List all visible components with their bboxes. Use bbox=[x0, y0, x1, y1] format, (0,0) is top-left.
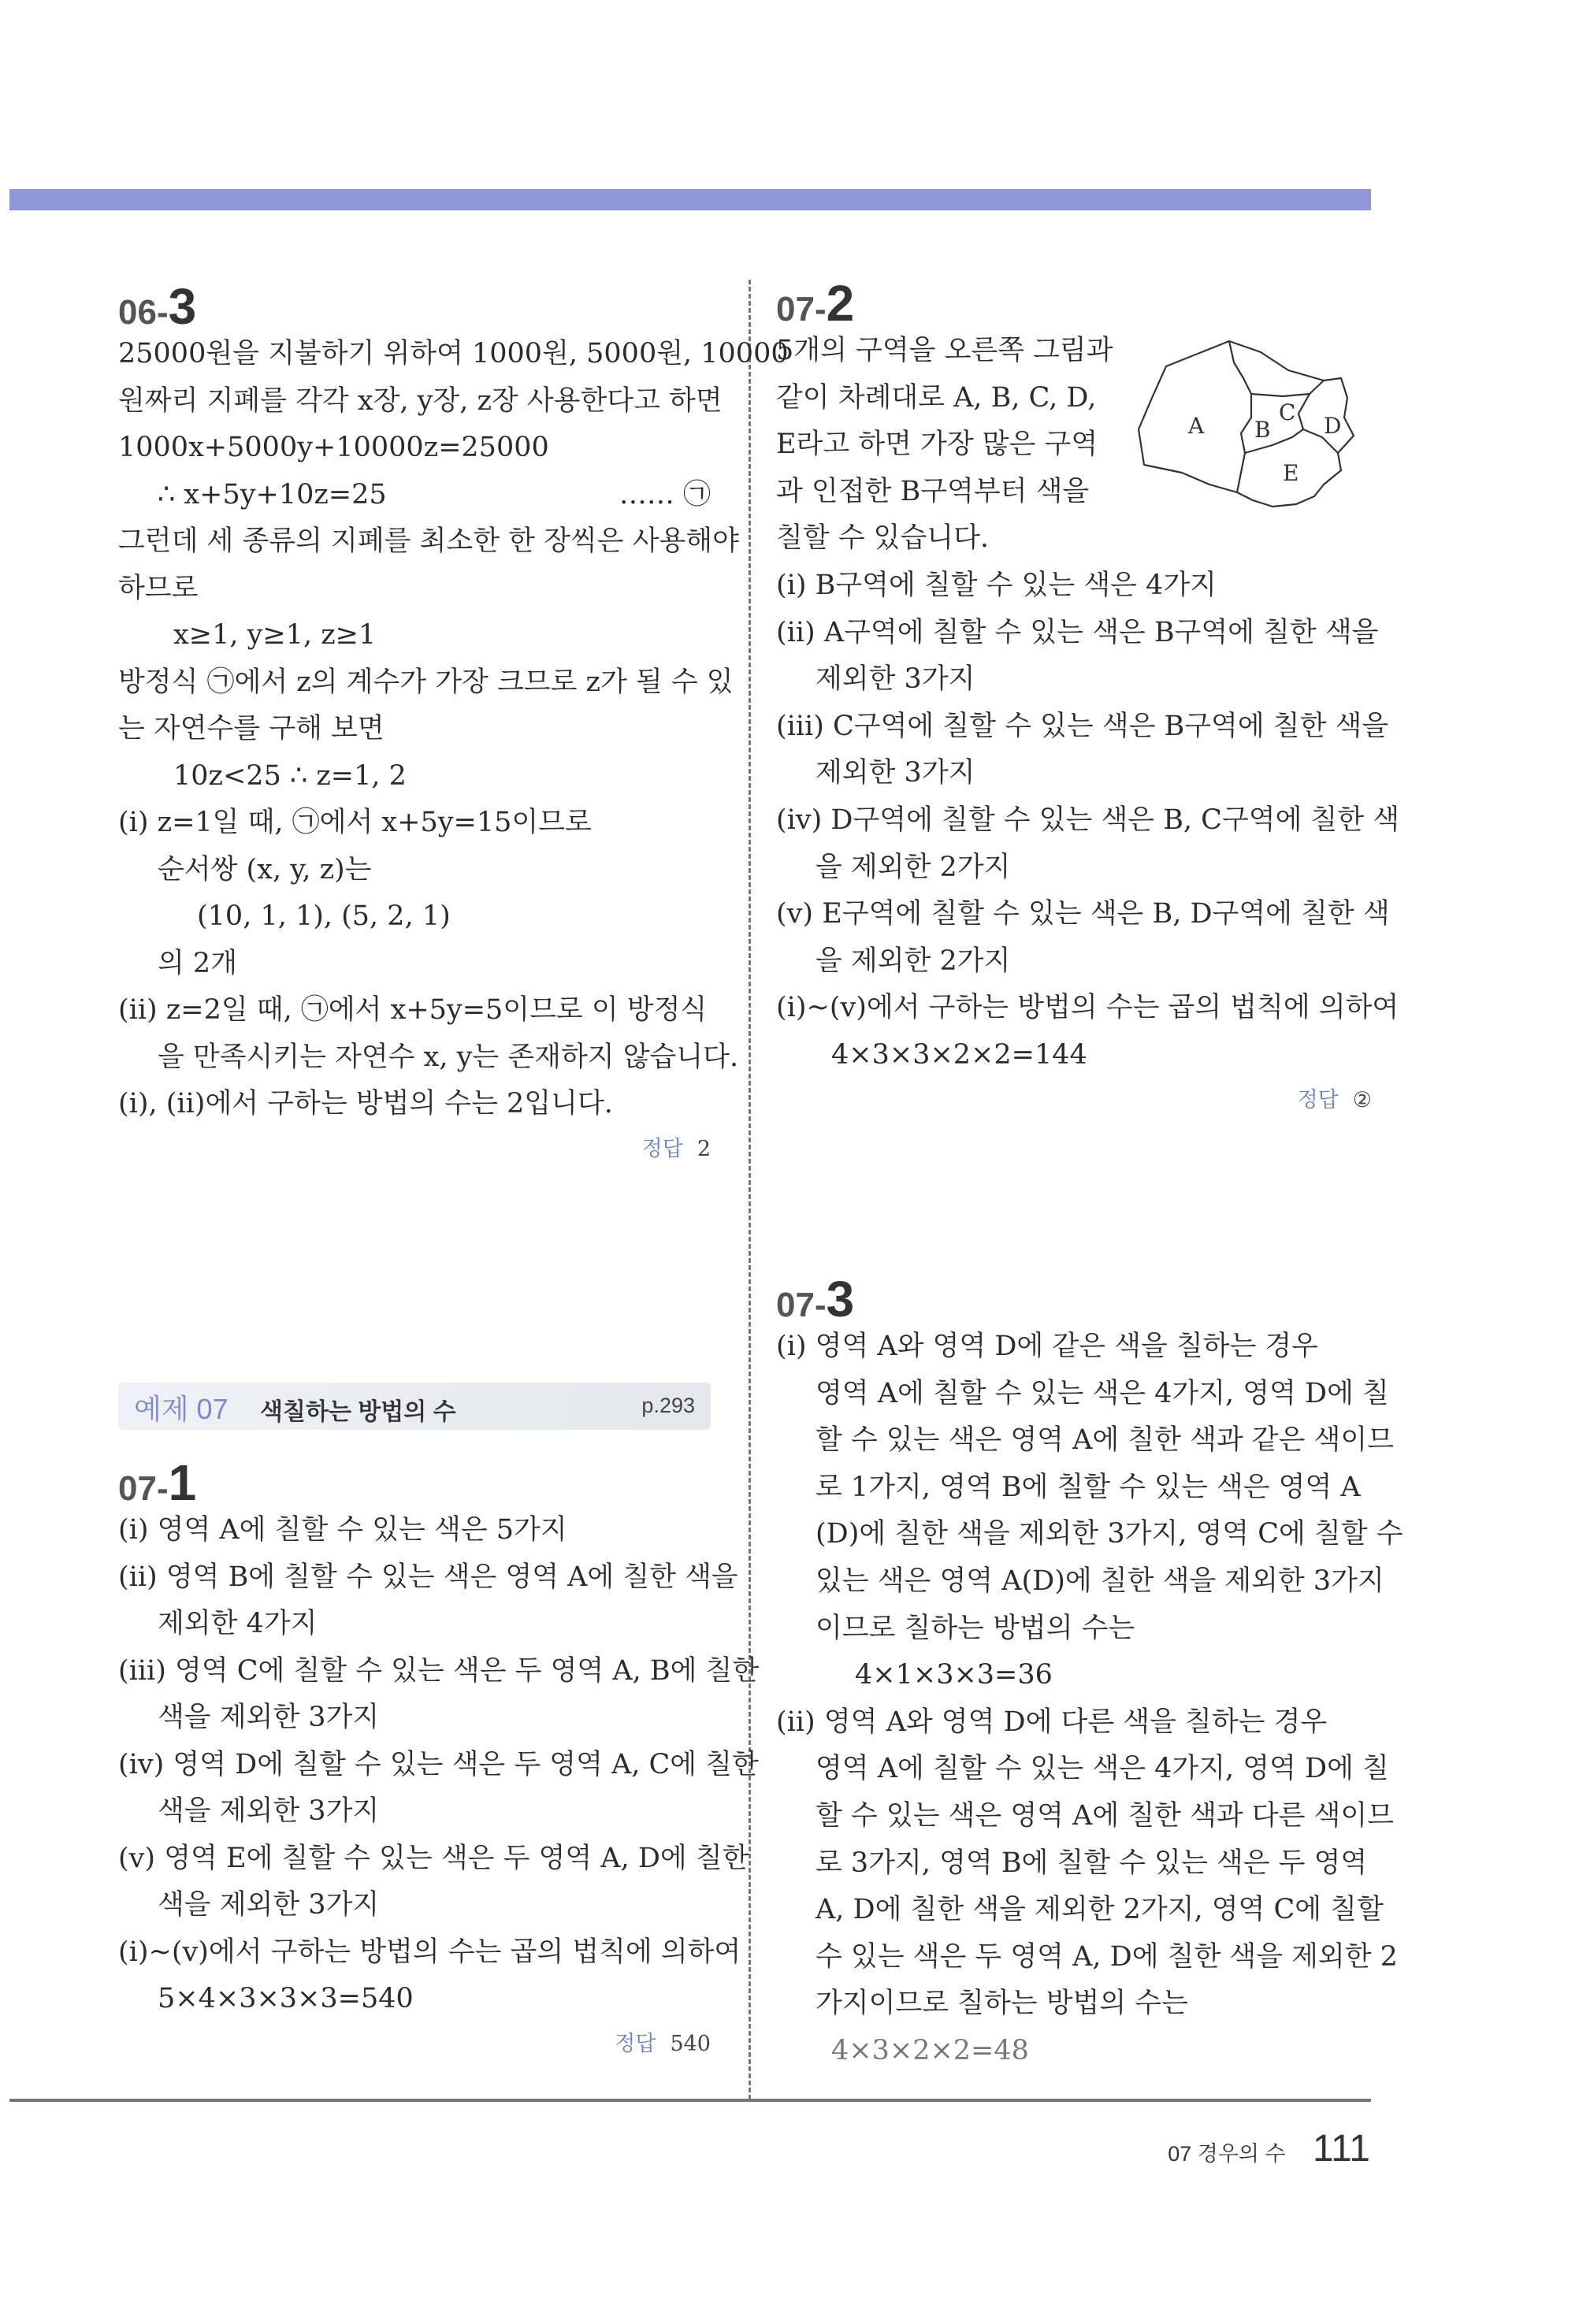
text-line: x≥1, y≥1, z≥1 bbox=[173, 619, 377, 651]
text-line: 5개의 구역을 오른쪽 그림과 bbox=[776, 335, 1113, 366]
text-line: 순서쌍 (x, y, z)는 bbox=[158, 853, 372, 885]
example-page: p.293 bbox=[641, 1394, 695, 1417]
text-line: 그런데 세 종류의 지폐를 최소한 한 장씩은 사용해야 bbox=[118, 525, 739, 557]
text-line: 영역 A에 칠할 수 있는 색은 4가지, 영역 D에 칠 bbox=[816, 1377, 1389, 1409]
text-line: 06- bbox=[118, 293, 169, 332]
text-line: 제외한 3가지 bbox=[816, 757, 975, 789]
text-line: 수 있는 색은 두 영역 A, D에 칠한 색을 제외한 2 bbox=[816, 1940, 1398, 1973]
text-line: 는 자연수를 구해 보면 bbox=[118, 713, 385, 744]
text-line: 정답 bbox=[615, 2031, 656, 2055]
text-line: (ⅴ) E구역에 칠할 수 있는 색은 B, D구역에 칠한 색 bbox=[776, 898, 1390, 930]
text-line: 색을 제외한 3가지 bbox=[158, 1889, 380, 1921]
text-line: 제외한 3가지 bbox=[816, 663, 975, 696]
text-line: A, D에 칠한 색을 제외한 2가지, 영역 C에 칠할 bbox=[816, 1894, 1384, 1926]
text-line: (ⅰ) 영역 A와 영역 D에 같은 색을 칠하는 경우 bbox=[776, 1331, 1318, 1362]
text-line: 색을 제외한 3가지 bbox=[158, 1702, 380, 1733]
text-line: 같이 차례대로 A, B, C, D, bbox=[776, 381, 1097, 414]
text-line: 가지이므로 칠하는 방법의 수는 bbox=[816, 1988, 1188, 2020]
text-line: 과 인접한 B구역부터 색을 bbox=[776, 475, 1090, 507]
map-label-b: B bbox=[1254, 417, 1271, 443]
example-title: 색칠하는 방법의 수 bbox=[260, 1399, 456, 1425]
text-line: E라고 하면 가장 많은 구역 bbox=[776, 429, 1098, 461]
chapter-title: 07 경우의 수 bbox=[1168, 2142, 1286, 2166]
text-line: 을 만족시키는 자연수 x, y는 존재하지 않습니다. bbox=[158, 1041, 739, 1073]
problem-number bbox=[118, 277, 711, 336]
header-bar bbox=[9, 189, 1371, 210]
text-line: (ⅲ) 영역 C에 칠할 수 있는 색은 두 영역 A, B에 칠한 bbox=[118, 1654, 760, 1687]
text-line: 07- bbox=[118, 1469, 169, 1508]
text-line: (ⅰ), (ⅱ)에서 구하는 방법의 수는 2입니다. bbox=[118, 1088, 613, 1119]
text-line: (ⅱ) 영역 B에 칠할 수 있는 색은 영역 A에 칠한 색을 bbox=[118, 1561, 738, 1593]
text-line: (ⅰ) B구역에 칠할 수 있는 색은 4가지 bbox=[776, 569, 1217, 601]
text-line: 하므로 bbox=[118, 572, 199, 604]
text-line: 3 bbox=[168, 278, 197, 335]
text-line: 할 수 있는 색은 영역 A에 칠한 색과 다른 색이므 bbox=[816, 1799, 1394, 1832]
map-label-a: A bbox=[1188, 413, 1205, 439]
text-line: 을 제외한 2가지 bbox=[816, 945, 1011, 977]
problem-07-1 bbox=[118, 1453, 760, 2057]
text-line: 07- bbox=[776, 1286, 827, 1324]
text-line: 로 3가지, 영역 B에 칠할 수 있는 색은 두 영역 bbox=[816, 1847, 1368, 1879]
column-divider bbox=[749, 280, 751, 2099]
text-line: (ⅰ) z=1일 때, ㉠에서 x+5y=15이므로 bbox=[118, 807, 592, 838]
page-footer bbox=[1168, 2127, 1370, 2170]
text-line: 1000x+5000y+10000z=25000 bbox=[118, 432, 549, 463]
text-line: 영역 A에 칠할 수 있는 색은 4가지, 영역 D에 칠 bbox=[816, 1753, 1389, 1785]
text-line: 1 bbox=[168, 1454, 197, 1511]
map-label-d: D bbox=[1324, 413, 1342, 439]
text-line: (ⅳ) 영역 D에 칠할 수 있는 색은 두 영역 A, C에 칠한 bbox=[118, 1748, 759, 1780]
text-line: 3 bbox=[826, 1271, 855, 1327]
text-line: 25000원을 지불하기 위하여 1000원, 5000원, 10000 bbox=[118, 338, 789, 369]
problem-07-3 bbox=[776, 1270, 1403, 2075]
text-line: (ⅰ)~(ⅴ)에서 구하는 방법의 수는 곱의 법칙에 의하여 bbox=[118, 1936, 741, 1968]
text-line: 540 bbox=[670, 2031, 711, 2056]
text-line: 색을 제외한 3가지 bbox=[158, 1795, 380, 1827]
problem-number bbox=[776, 274, 1372, 332]
map-label-e: E bbox=[1283, 460, 1299, 486]
text-line: ② bbox=[1352, 1087, 1372, 1112]
text-line: 2 bbox=[697, 1136, 711, 1161]
text-line: 제외한 4가지 bbox=[158, 1608, 318, 1639]
answer-07-1 bbox=[118, 2026, 711, 2057]
text-line: ∴ x+5y+10z=25 bbox=[158, 478, 387, 510]
text-line: 할 수 있는 색은 영역 A에 칠한 색과 같은 색이므 bbox=[816, 1424, 1394, 1457]
text-line: 4×3×3×2×2=144 bbox=[831, 1038, 1087, 1071]
text-line: (10, 1, 1), (5, 2, 1) bbox=[197, 900, 451, 932]
solution-text bbox=[118, 1507, 760, 2023]
text-line: 정답 bbox=[1297, 1087, 1339, 1112]
example-label: 예제 07 bbox=[134, 1393, 228, 1425]
text-line: (ⅱ) 영역 A와 영역 D에 다른 색을 칠하는 경우 bbox=[776, 1706, 1328, 1738]
text-line: 4×1×3×3=36 bbox=[855, 1659, 1053, 1691]
map-label-c: C bbox=[1279, 399, 1296, 425]
region-outlines bbox=[1139, 341, 1354, 507]
answer-07-2 bbox=[776, 1082, 1372, 1113]
answer-06-3 bbox=[118, 1131, 711, 1162]
text-line: 2 bbox=[826, 275, 855, 332]
text-line: 로 1가지, 영역 B에 칠할 수 있는 색은 영역 A bbox=[816, 1471, 1361, 1503]
footer-rule bbox=[9, 2099, 1371, 2102]
text-line: 10z<25 ∴ z=1, 2 bbox=[173, 759, 407, 792]
text-line: 4×3×2×2=48 bbox=[831, 2034, 1029, 2066]
text-line: 07- bbox=[776, 290, 827, 329]
text-line: 칠할 수 있습니다. bbox=[776, 522, 990, 555]
problem-number bbox=[118, 1453, 711, 1512]
text-line: 원짜리 지폐를 각각 x장, y장, z장 사용한다고 하면 bbox=[118, 384, 723, 417]
region-map-figure bbox=[1135, 335, 1371, 520]
text-line: 을 제외한 2가지 bbox=[816, 851, 1011, 883]
text-line: (ⅰ)~(ⅴ)에서 구하는 방법의 수는 곱의 법칙에 의하여 bbox=[776, 992, 1399, 1024]
text-line: 이므로 칠하는 방법의 수는 bbox=[816, 1612, 1135, 1644]
text-line: (ⅴ) 영역 E에 칠할 수 있는 색은 두 영역 A, D에 칠한 bbox=[118, 1842, 749, 1874]
region-labels bbox=[1187, 399, 1341, 486]
text-line: (D)에 칠한 색을 제외한 3가지, 영역 C에 칠할 수 bbox=[816, 1518, 1403, 1550]
text-line: 있는 색은 영역 A(D)에 칠한 색을 제외한 3가지 bbox=[816, 1565, 1384, 1597]
text-line: 의 2개 bbox=[158, 947, 238, 979]
text-line: (ⅰ) 영역 A에 칠할 수 있는 색은 5가지 bbox=[118, 1514, 567, 1546]
text-line: (ⅱ) z=2일 때, ㉠에서 x+5y=5이므로 이 방정식 bbox=[118, 994, 708, 1026]
equation-tag: …… ㉠ bbox=[619, 478, 711, 510]
text-line: 5×4×3×3×3=540 bbox=[158, 1983, 414, 2014]
text-line: (ⅳ) D구역에 칠할 수 있는 색은 B, C구역에 칠한 색 bbox=[776, 804, 1400, 836]
example-header bbox=[118, 1383, 711, 1430]
solution-text bbox=[118, 331, 789, 1128]
text-line: 정답 bbox=[641, 1136, 683, 1160]
text-line: 방정식 ㉠에서 z의 계수가 가장 크므로 z가 될 수 있 bbox=[118, 666, 734, 698]
problem-06-3 bbox=[118, 277, 789, 1162]
text-line: (ⅲ) C구역에 칠할 수 있는 색은 B구역에 칠한 색을 bbox=[776, 710, 1389, 742]
solution-text bbox=[776, 1323, 1403, 2075]
problem-number bbox=[776, 1270, 1372, 1328]
text-line: (ⅱ) A구역에 칠할 수 있는 색은 B구역에 칠한 색을 bbox=[776, 616, 1379, 648]
page-number: 111 bbox=[1313, 2128, 1370, 2170]
